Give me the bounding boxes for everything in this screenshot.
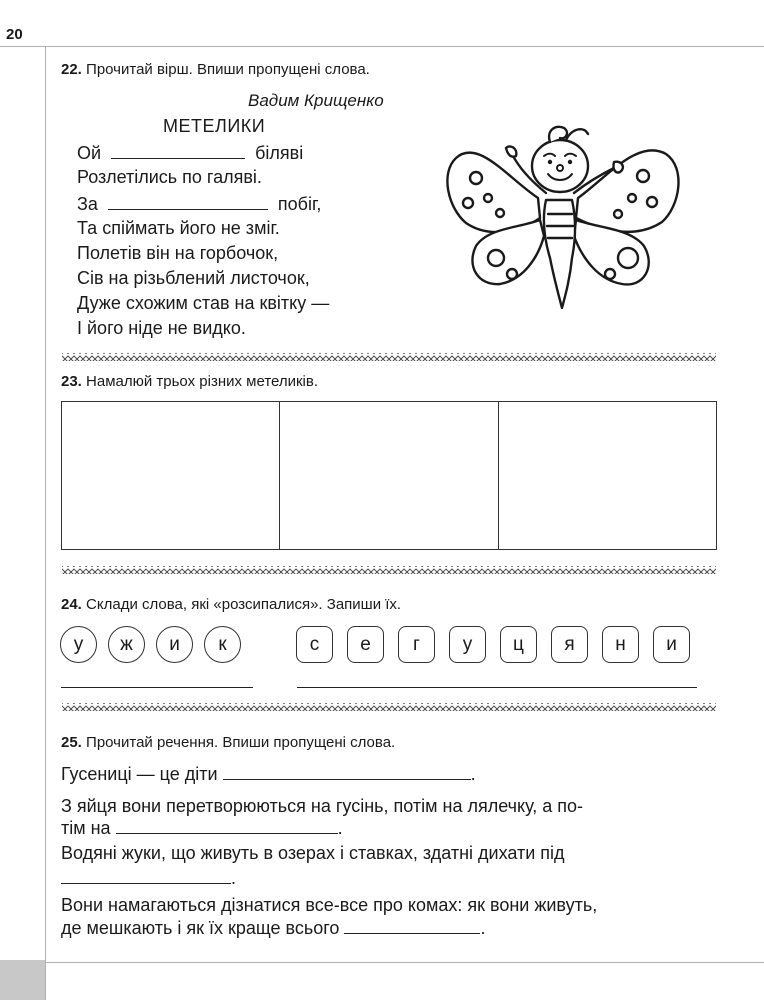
corner-tab <box>0 960 45 1000</box>
poem-line-8: І його ніде не видко. <box>77 318 246 338</box>
task-22-title <box>61 61 370 78</box>
poem-line-2: Розлетілись по галяві. <box>77 167 262 187</box>
task-22-number: 22. <box>61 61 82 78</box>
drawing-box-1[interactable] <box>62 402 280 549</box>
task-23-title <box>61 373 318 390</box>
letter-circle: и <box>156 626 193 663</box>
sentence-3-end: . <box>231 868 237 888</box>
sentence-2-end: . <box>337 818 343 838</box>
blank-field[interactable] <box>223 765 471 780</box>
drawing-box-2[interactable] <box>280 402 498 549</box>
task-24-number: 24. <box>61 596 82 613</box>
task-24-title <box>61 596 401 613</box>
square-letters <box>296 626 690 663</box>
letter-square: ц <box>500 626 537 663</box>
letter-square: у <box>449 626 486 663</box>
blank-field[interactable] <box>61 869 231 884</box>
poem-line-3-start: За <box>77 194 98 214</box>
poem-author: Вадим Крищенко <box>248 91 384 110</box>
letter-square: я <box>551 626 588 663</box>
drawing-boxes <box>61 401 717 550</box>
letter-square: и <box>653 626 690 663</box>
sentence-1-end: . <box>470 764 476 784</box>
task-25-title <box>61 734 395 751</box>
butterfly-illustration <box>438 118 690 318</box>
poem-line-5: Полетів він на горбочок, <box>77 243 279 263</box>
sentence-2-line-1: З яйця вони перетворюються на гусінь, потім на лялечку, а по- <box>61 796 584 816</box>
margin-rule <box>45 46 46 1000</box>
blank-field[interactable] <box>108 193 268 210</box>
header-rule <box>0 46 764 47</box>
page-number: 20 <box>6 26 23 43</box>
sentence-1 <box>61 758 716 790</box>
poem-line-1-end: біляві <box>255 143 304 163</box>
poem-line-1 <box>77 142 303 164</box>
task-23-instruction: Намалюй трьох різних метеликів. <box>86 373 319 390</box>
footer-rule <box>45 962 764 963</box>
letter-circle: к <box>204 626 241 663</box>
section-divider <box>62 566 716 574</box>
answer-line-2[interactable] <box>297 687 697 688</box>
letter-square: г <box>398 626 435 663</box>
letter-square: н <box>602 626 639 663</box>
poem-line-3 <box>77 193 321 215</box>
letter-circle: у <box>60 626 97 663</box>
blank-field[interactable] <box>116 819 338 834</box>
section-divider <box>62 353 716 361</box>
blank-field[interactable] <box>111 142 245 159</box>
sentence-4-text: де мешкають і як їх краще всього <box>61 918 340 938</box>
poem-line-6: Сів на різьблений листочок, <box>77 268 310 288</box>
task-22-instruction: Прочитай вірш. Впиши пропущені слова. <box>86 61 370 78</box>
sentence-3-line-1: Водяні жуки, що живуть в озерах і ставках, здатні дихати під <box>61 843 565 863</box>
poem-line-4: Та спіймать його не зміг. <box>77 218 280 238</box>
blank-field[interactable] <box>344 919 480 934</box>
drawing-box-3[interactable] <box>499 402 716 549</box>
sentence-1-text: Гусениці — це діти <box>61 764 218 784</box>
letter-square: е <box>347 626 384 663</box>
task-23-number: 23. <box>61 373 82 390</box>
task-24-instruction: Склади слова, які «розсипалися». Запиши їх. <box>86 596 402 613</box>
sentence-4-line-1: Вони намагаються дізнатися все-все про комах: як вони живуть, <box>61 895 598 915</box>
poem-line-3-end: побіг, <box>277 194 322 214</box>
sentence-4-end: . <box>480 918 486 938</box>
poem-title: МЕТЕЛИКИ <box>163 116 266 136</box>
section-divider <box>62 703 716 711</box>
task-25-number: 25. <box>61 734 82 751</box>
circle-letters <box>60 626 241 663</box>
task-25-instruction: Прочитай речення. Впиши пропущені слова. <box>86 734 396 751</box>
letter-circle: ж <box>108 626 145 663</box>
poem-line-7: Дуже схожим став на квітку — <box>77 293 330 313</box>
sentence-4-line-2 <box>61 912 716 944</box>
letter-square: с <box>296 626 333 663</box>
sentence-2-text: тім на <box>61 818 111 838</box>
answer-line-1[interactable] <box>61 687 253 688</box>
poem-line-1-start: Ой <box>77 143 102 163</box>
